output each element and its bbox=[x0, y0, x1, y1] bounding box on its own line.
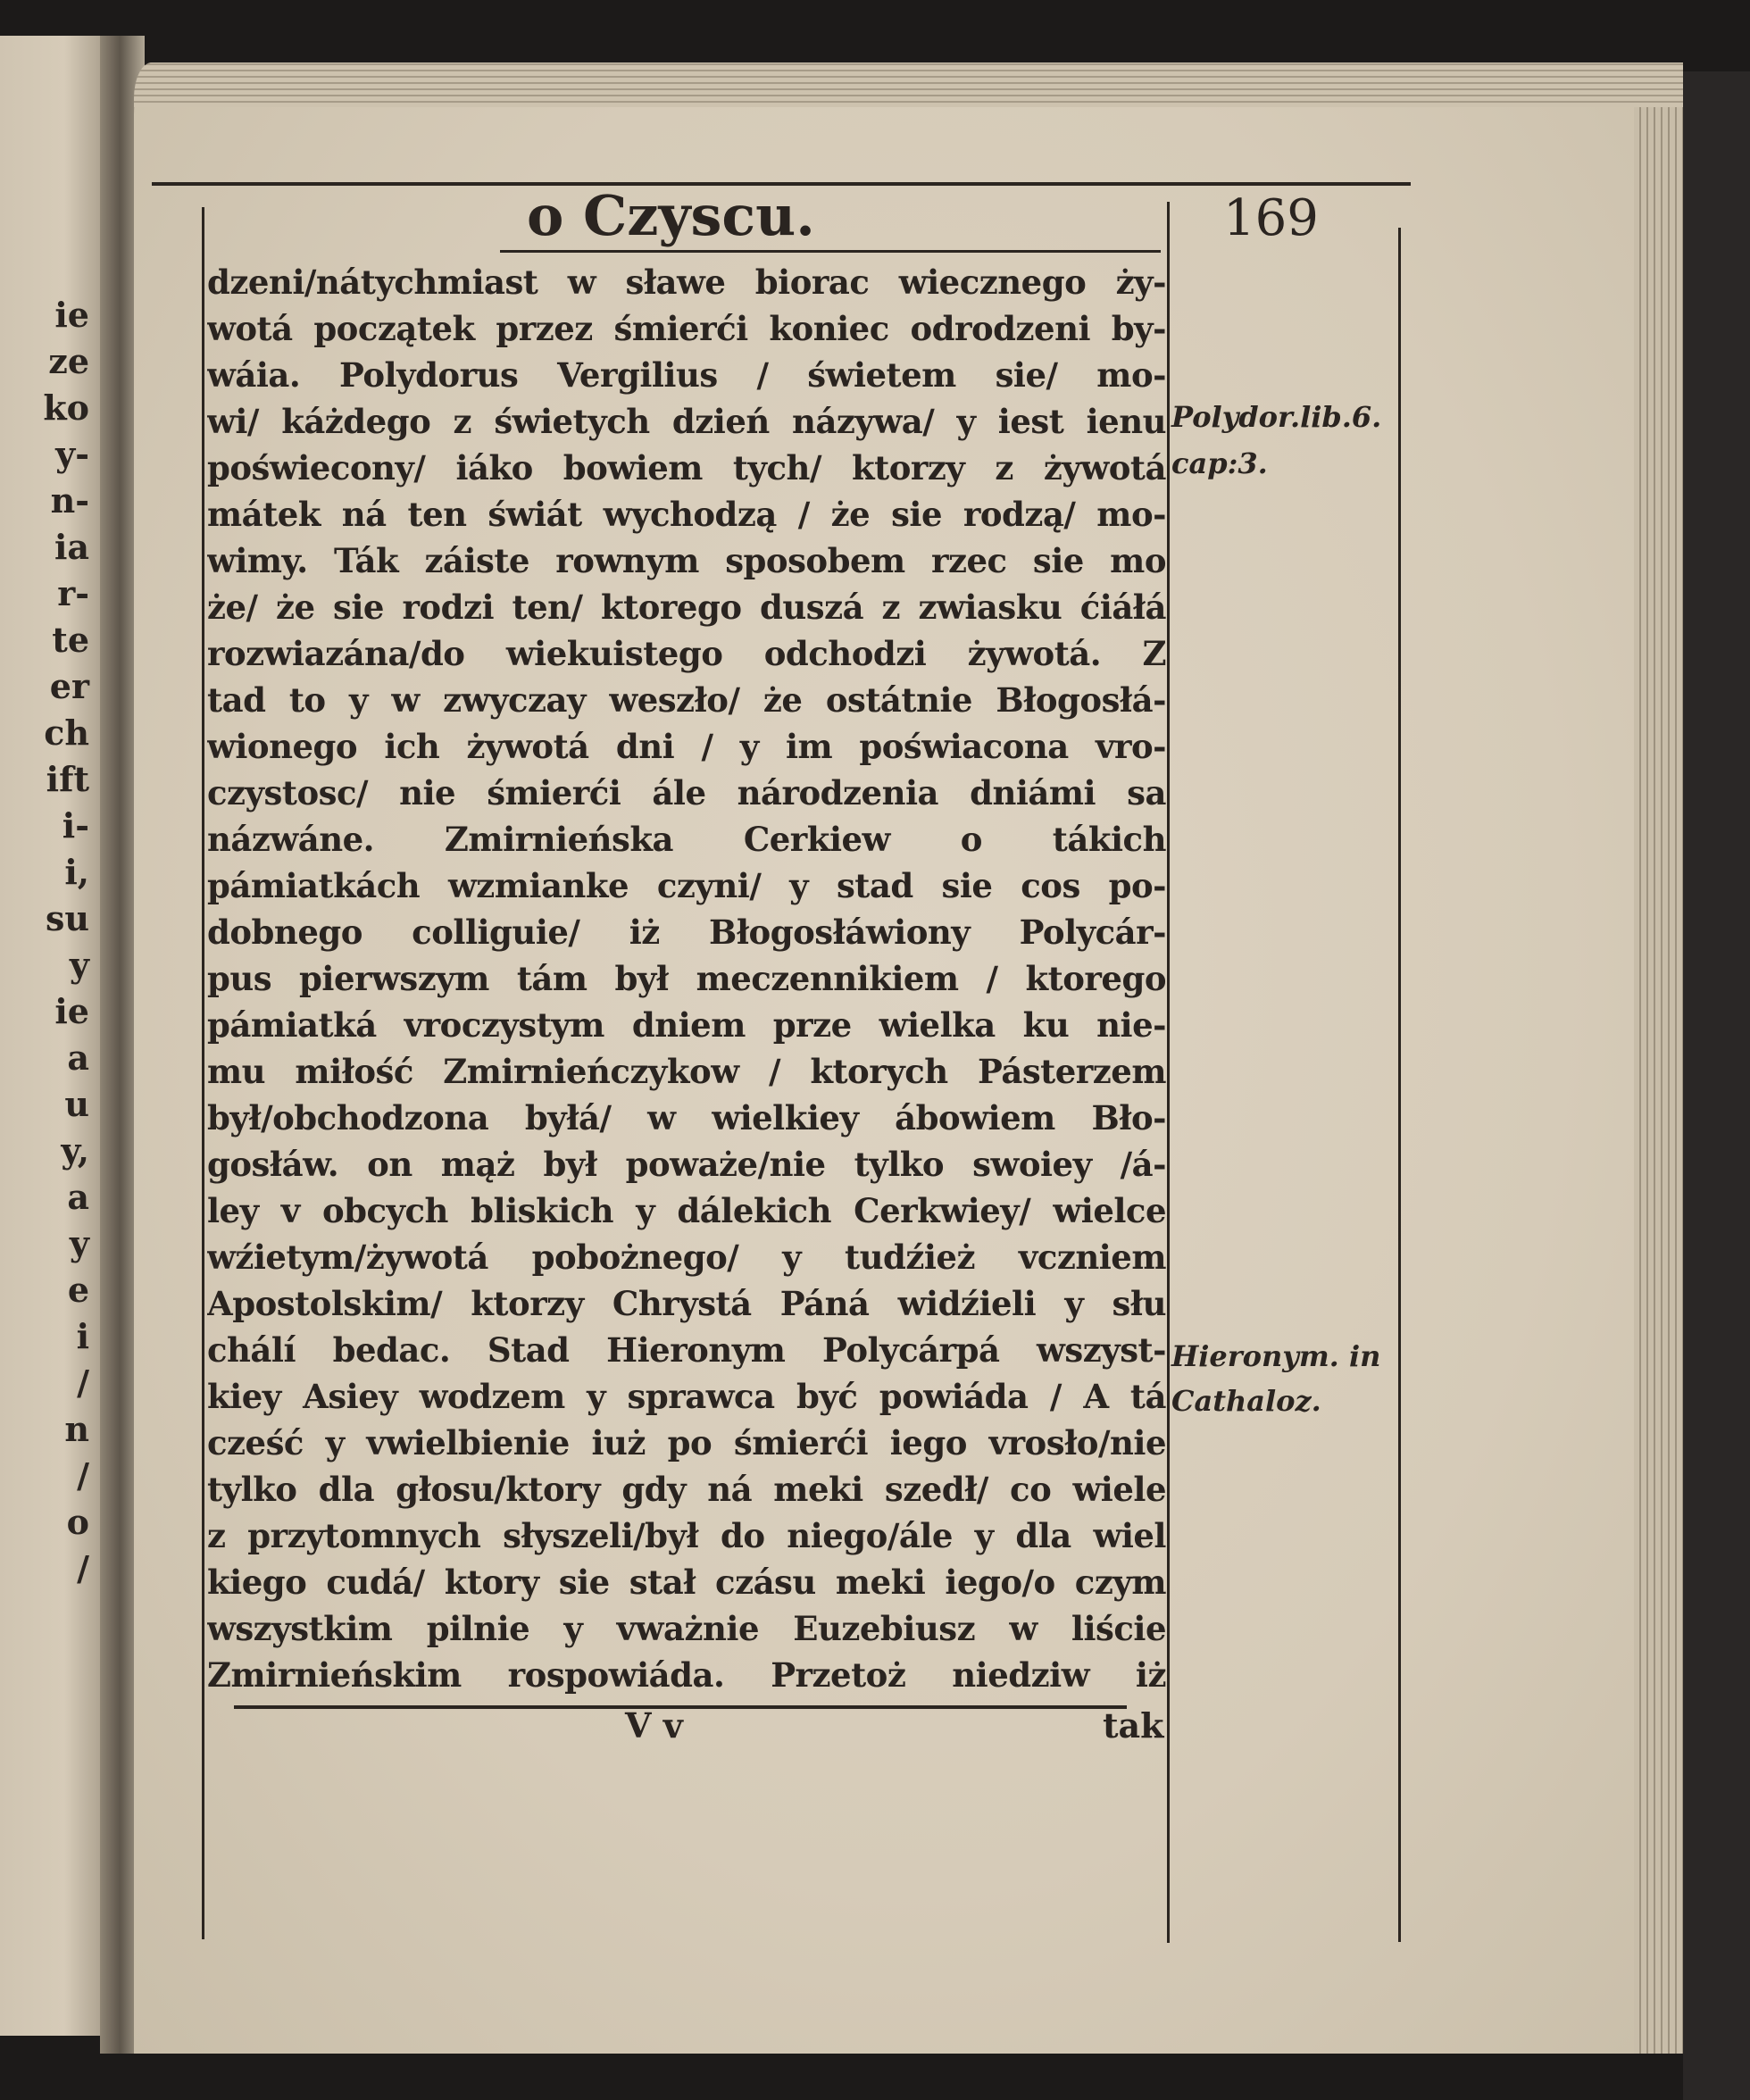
left-page-fragment: ift bbox=[46, 759, 89, 799]
text-line: ley v obcych bliskich y dálekich Cerkwiey/ wielce bbox=[207, 1191, 1166, 1230]
left-page-fragment: r- bbox=[57, 573, 89, 613]
subheader-rule bbox=[500, 250, 1161, 253]
left-page-fragment: y- bbox=[55, 434, 89, 474]
text-line: poświecony/ iáko bowiem tych/ ktorzy z żywotá bbox=[207, 448, 1166, 488]
left-page-fragment: / bbox=[77, 1548, 89, 1588]
catchword: tak bbox=[1103, 1705, 1164, 1746]
margin-note: Polydor.lib.6. bbox=[1171, 400, 1382, 434]
left-page-fragment: su bbox=[45, 898, 89, 938]
left-page-fragment: n- bbox=[50, 480, 89, 521]
page-number: 169 bbox=[1223, 189, 1319, 247]
book-cover bbox=[1683, 71, 1750, 2100]
text-line: wáia. Polydorus Vergilius / świetem sie/ mo- bbox=[207, 355, 1166, 395]
text-line: názwáne. Zmirnieńska Cerkiew o tákich bbox=[207, 820, 1166, 859]
page-top-edges bbox=[134, 62, 1683, 107]
left-page-fragment: / bbox=[77, 1362, 89, 1403]
text-line: dzeni/nátychmiast w sławe biorac wiecznego ży- bbox=[207, 262, 1166, 302]
left-page-fragment: y bbox=[69, 1223, 89, 1263]
left-page-fragment: e bbox=[67, 1270, 89, 1310]
text-line: Zmirnieńskim rospowiáda. Przetoż niedziw iż bbox=[207, 1655, 1166, 1695]
text-line: mu miłość Zmirnieńczykow / ktorych Pásterzem bbox=[207, 1052, 1166, 1091]
left-page-fragment: / bbox=[77, 1455, 89, 1496]
body-text bbox=[207, 259, 1166, 1698]
text-line: pus pierwszym tám był meczennikiem / ktorego bbox=[207, 959, 1166, 998]
outer-frame-rule bbox=[1398, 228, 1401, 1942]
text-line: gosłáw. on mąż był poważe/nie tylko swoiey /á- bbox=[207, 1145, 1166, 1184]
text-line: chálí bedac. Stad Hieronym Polycárpá wszyst- bbox=[207, 1330, 1166, 1370]
page-side-edges bbox=[1634, 107, 1683, 2054]
text-line: wźietym/żywotá pobożnego/ y tudźież vczniem bbox=[207, 1238, 1166, 1277]
left-frame-rule bbox=[202, 207, 204, 1939]
left-page-fragment: i- bbox=[62, 805, 89, 846]
left-page-fragment: i, bbox=[64, 852, 89, 892]
text-line: wszystkim pilnie y vważnie Euzebiusz w liście bbox=[207, 1609, 1166, 1648]
left-page-fragment: ze bbox=[48, 341, 89, 381]
left-page-fragment: ko bbox=[43, 388, 89, 428]
left-page-fragment: ch bbox=[44, 712, 89, 753]
left-page-fragment: ia bbox=[54, 527, 89, 567]
column-rule bbox=[1167, 202, 1170, 1943]
text-line: wotá początek przez śmierći koniec odrodzeni by- bbox=[207, 309, 1166, 348]
text-line: wionego ich żywotá dni / y im poświacona vro- bbox=[207, 727, 1166, 766]
text-line: że/ że sie rodzi ten/ ktorego duszá z zwiasku ćiáłá bbox=[207, 588, 1166, 627]
text-line: Apostolskim/ ktorzy Chrystá Páná widźieli y słu bbox=[207, 1284, 1166, 1323]
signature-mark: V v bbox=[625, 1705, 683, 1746]
left-page-fragment: a bbox=[67, 1038, 89, 1078]
text-line: tylko dla głosu/ktory gdy ná meki szedł/ co wiele bbox=[207, 1470, 1166, 1509]
running-head: o Czyscu. bbox=[527, 183, 815, 248]
margin-note: Cathaloz. bbox=[1171, 1384, 1321, 1418]
text-line: pámiatkách wzmianke czyni/ y stad sie cos po- bbox=[207, 866, 1166, 905]
text-line: cześć y vwielbienie iuż po śmierći iego vrosło/nie bbox=[207, 1423, 1166, 1462]
text-line: wimy. Ták záiste rownym sposobem rzec sie mo bbox=[207, 541, 1166, 580]
left-page-fragment: o bbox=[66, 1502, 89, 1542]
left-page-fragment: n bbox=[64, 1409, 89, 1449]
left-page-fragment: ie bbox=[54, 991, 89, 1031]
margin-note: cap:3. bbox=[1171, 446, 1268, 480]
left-page-fragment: a bbox=[67, 1177, 89, 1217]
text-line: pámiatká vroczystym dniem prze wielka ku nie- bbox=[207, 1005, 1166, 1045]
margin-note: Hieronym. in bbox=[1171, 1339, 1381, 1373]
text-line: mátek ná ten świát wychodzą / że sie rodzą/ mo- bbox=[207, 495, 1166, 534]
left-page-fragment: te bbox=[52, 620, 89, 660]
left-page-text bbox=[0, 292, 89, 1592]
text-line: tad to y w zwyczay weszło/ że ostátnie Błogosłá- bbox=[207, 680, 1166, 720]
left-page-fragment: u bbox=[64, 1084, 89, 1124]
text-line: czystosc/ nie śmierći ále národzenia dniámi sa bbox=[207, 773, 1166, 812]
left-page-fragment: y bbox=[69, 945, 89, 985]
text-line: kiey Asiey wodzem y sprawca być powiáda / A tá bbox=[207, 1377, 1166, 1416]
left-page-fragment: i bbox=[76, 1316, 89, 1356]
text-line: wi/ káżdego z świetych dzień názywa/ y iest ienu bbox=[207, 402, 1166, 441]
left-page-fragment: er bbox=[49, 666, 89, 706]
text-line: dobnego colliguie/ iż Błogosłáwiony Polycár- bbox=[207, 912, 1166, 952]
text-line: był/obchodzona byłá/ w wielkiey ábowiem Bło- bbox=[207, 1098, 1166, 1138]
text-line: kiego cudá/ ktory sie stał czásu meki iego/o czym bbox=[207, 1562, 1166, 1602]
text-line: rozwiazána/do wiekuistego odchodzi żywotá. Z bbox=[207, 634, 1166, 673]
text-line: z przytomnych słyszeli/był do niego/ále y dla wiel bbox=[207, 1516, 1166, 1555]
left-page-fragment: ie bbox=[54, 295, 89, 335]
left-page-fragment: y, bbox=[61, 1130, 89, 1171]
